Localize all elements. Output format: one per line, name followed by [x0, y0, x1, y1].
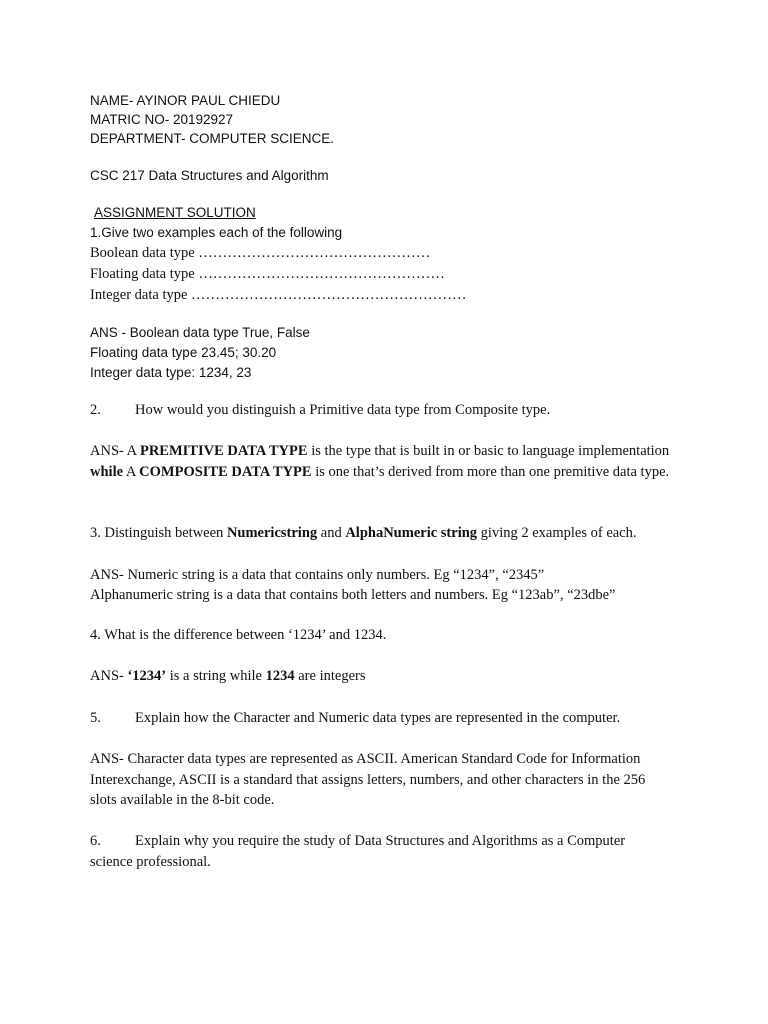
q1-blank-floating: Floating data type ……………………………………………	[90, 266, 445, 282]
q3-mid: and	[317, 525, 346, 541]
q6-number: 6.	[90, 833, 101, 849]
q5-number: 5.	[90, 710, 101, 726]
q1-answer-boolean: ANS - Boolean data type True, False	[90, 325, 310, 340]
q2-ans-while: while	[90, 463, 124, 480]
q4-ans-term-string: ‘1234’	[127, 668, 167, 684]
q2-ans-mid2: A	[123, 463, 140, 480]
q2-ans-prefix: ANS- A	[90, 443, 140, 459]
q3-answer-line2: Alphanumeric string is a data that contains both letters and numbers. Eg “123ab”, “23dbe”	[90, 587, 616, 603]
q2-question-line	[90, 400, 550, 420]
matric-number: MATRIC NO- 20192927	[90, 112, 234, 127]
q4-ans-mid: is a string while	[166, 668, 266, 684]
q2-number: 2.	[90, 402, 101, 418]
q6-question: Explain why you require the study of Data Structures and Algorithms as a Computer science professional.	[90, 833, 626, 870]
q3-term-alphanumeric: AlphaNumeric string	[345, 525, 478, 541]
q3-question	[90, 523, 637, 543]
q1-blank-integer: Integer data type …………………………………………………	[90, 287, 467, 303]
q4-answer	[90, 666, 365, 686]
q3-prefix: 3. Distinguish between	[90, 525, 227, 541]
q1-answer-integer: Integer data type: 1234, 23	[90, 365, 252, 380]
q3-suffix: giving 2 examples of each.	[477, 525, 637, 541]
q2-ans-mid1: is the type that is built in or basic to language implementation	[307, 443, 670, 459]
q4-ans-suffix: are integers	[294, 668, 366, 684]
q1-question: 1.Give two examples each of the following	[90, 225, 343, 240]
q2-ans-term-composite: COMPOSITE DATA TYPE	[139, 463, 312, 480]
q2-ans-end: is one that’s derived from more than one premitive data type.	[311, 463, 670, 480]
course-title: CSC 217 Data Structures and Algorithm	[90, 168, 329, 183]
q2-question: How would you distinguish a Primitive data type from Composite type.	[135, 402, 551, 418]
q4-ans-term-integer: 1234	[265, 668, 295, 684]
q4-question: 4. What is the difference between ‘1234’ and 1234.	[90, 627, 387, 643]
q4-ans-prefix: ANS-	[90, 668, 128, 684]
q5-question: Explain how the Character and Numeric data types are represented in the computer.	[135, 710, 621, 726]
q5-question-line	[90, 708, 620, 728]
q2-ans-term-primitive: PREMITIVE DATA TYPE	[139, 443, 308, 459]
q1-blank-boolean: Boolean data type …………………………………………	[90, 245, 431, 261]
q5-answer: ANS- Character data types are represented as ASCII. American Standard Code for Information Interexchange, ASCII is a standard that assigns letters, numbers, and other characters in the 256 slots available in the 8-bit code.	[90, 751, 646, 808]
q1-answer-floating: Floating data type 23.45; 30.20	[90, 345, 277, 360]
department: DEPARTMENT- COMPUTER SCIENCE.	[90, 131, 335, 146]
q3-term-numericstring: Numericstring	[226, 525, 318, 541]
q6-question-line	[90, 831, 660, 872]
student-name: NAME- AYINOR PAUL CHIEDU	[90, 93, 281, 108]
q3-answer-line1: ANS- Numeric string is a data that contains only numbers. Eg “1234”, “2345”	[90, 567, 545, 583]
assignment-title: ASSIGNMENT SOLUTION	[94, 205, 256, 220]
q2-answer	[90, 441, 680, 482]
